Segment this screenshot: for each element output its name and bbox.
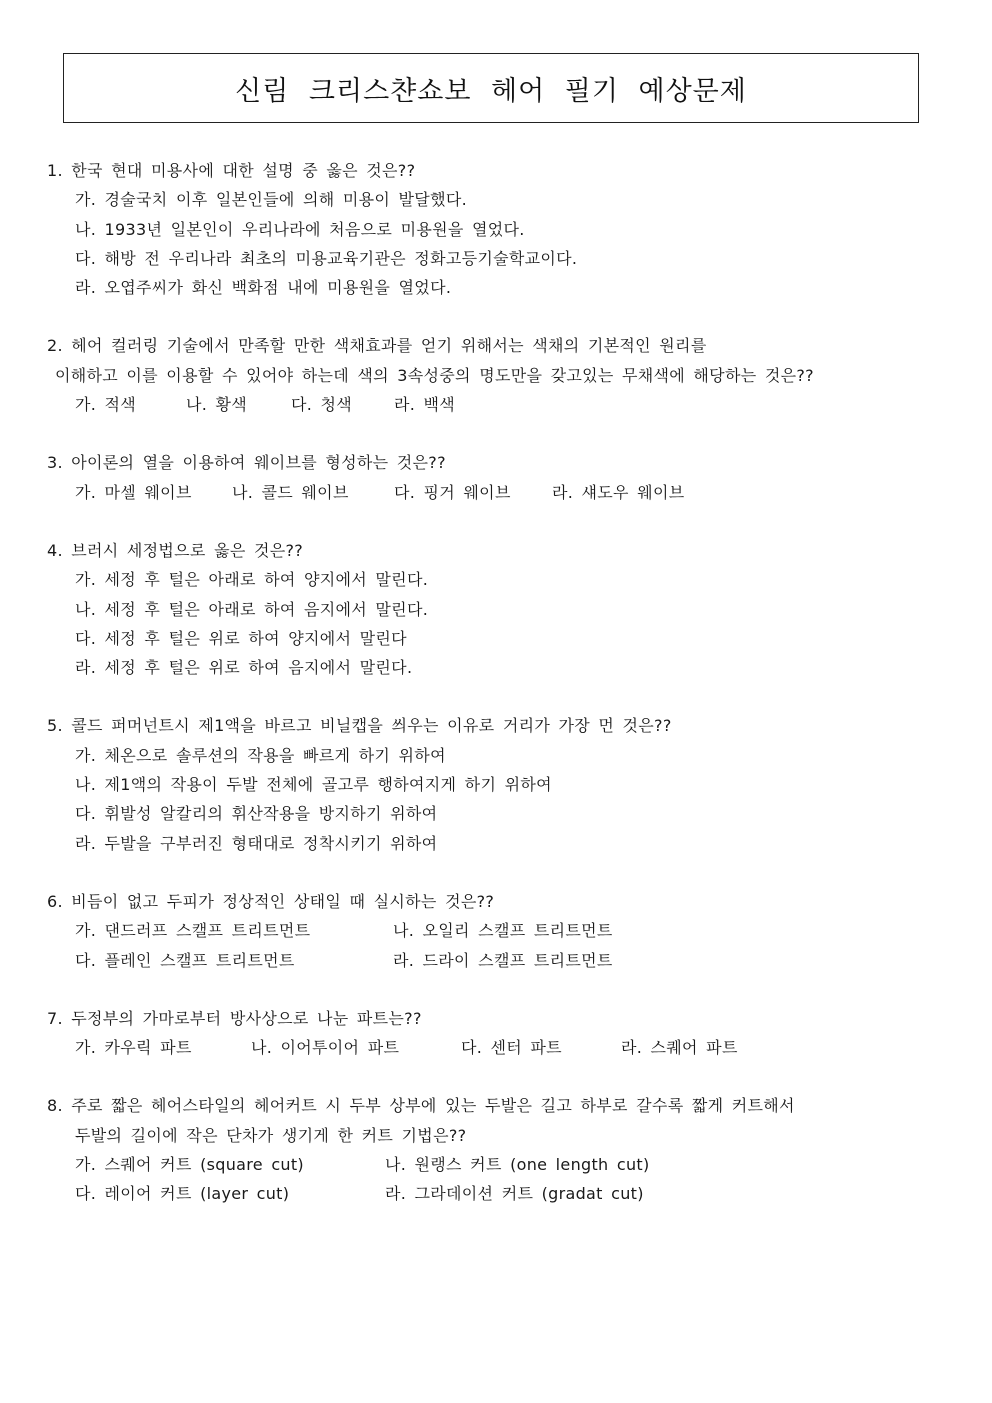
option-ra: 라. 섀도우 웨이브 [552,482,685,502]
option-da: 다. 세정 후 털은 위로 하여 양지에서 말린다 [75,628,407,648]
option-ga: 가. 세정 후 털은 아래로 하여 양지에서 말린다. [75,570,429,590]
option-da: 다. 휘발성 알칼리의 휘산작용을 방지하기 위하여 [75,804,438,824]
option-na: 나. 콜드 웨이브 [232,482,349,502]
question-stem: 7. 두정부의 가마로부터 방사상으로 나눈 파트는?? [47,1008,422,1028]
question-stem: 1. 한국 현대 미용사에 대한 설명 중 옳은 것은?? [47,161,416,180]
options-row [47,916,947,945]
option-na: 나. 제1액의 작용이 두발 전체에 골고루 행하여지게 하기 위하여 [75,775,552,795]
question-stem: 2. 헤어 컬러링 기술에서 만족할 만한 색채효과를 얻기 위해서는 색채의 기본적인 원리를 [47,336,707,356]
option-da: 다. 플레인 스캘프 트리트먼트 [75,950,295,970]
options-row [47,1033,947,1062]
title-box [63,53,919,123]
page-title: 신림 크리스챤쇼보 헤어 필기 예상문제 [235,75,747,107]
question-stem: 8. 주로 짧은 헤어스타일의 헤어커트 시 두부 상부에 있는 두발은 길고 하부로 갈수록 짧게 커트해서 [47,1096,795,1116]
question-6 [47,887,947,975]
option-ra: 라. 백색 [394,395,456,415]
option-na: 나. 세정 후 털은 아래로 하여 음지에서 말린다. [75,599,429,619]
option-na: 나. 1933년 일본인이 우리나라에 처음으로 미용원을 열었다. [75,219,525,239]
option-ga: 가. 댄드러프 스캘프 트리트먼트 [75,921,311,941]
option-ra: 라. 세정 후 털은 위로 하여 음지에서 말린다. [75,658,413,678]
question-1 [47,156,947,302]
option-ga: 가. 체온으로 솔루션의 작용을 빠르게 하기 위하여 [75,745,446,765]
option-ra: 라. 그라데이션 커트 (gradat cut) [385,1184,644,1204]
options-row [47,1150,947,1179]
option-ra: 라. 스퀘어 파트 [621,1038,738,1058]
option-da: 다. 센터 파트 [461,1038,562,1058]
question-2 [47,331,947,419]
options-row [47,1179,947,1208]
option-ga: 가. 적색 [75,395,137,415]
option-da: 다. 청색 [291,395,353,415]
option-na: 나. 이어투이어 파트 [251,1038,400,1058]
question-stem: 4. 브러시 세정법으로 옳은 것은?? [47,540,304,560]
option-ga: 가. 카우릭 파트 [75,1038,192,1058]
option-da: 다. 레이어 커트 (layer cut) [75,1184,290,1204]
option-na: 나. 오일리 스캘프 트리트먼트 [393,921,613,941]
option-ga: 가. 경술국치 이후 일본인들에 의해 미용이 발달했다. [75,190,467,210]
question-list [47,156,947,1238]
question-5 [47,711,947,857]
question-stem-cont: 두발의 길이에 작은 단차가 생기게 한 커트 기법은?? [75,1125,467,1145]
option-da: 다. 해방 전 우리나라 최초의 미용교육기관은 정화고등기술학교이다. [75,248,578,268]
option-ga: 가. 마셀 웨이브 [75,482,192,502]
question-stem: 5. 콜드 퍼머넌트시 제1액을 바르고 비닐캡을 씌우는 이유로 거리가 가장 먼 것은?? [47,716,672,736]
option-na: 나. 황색 [186,395,248,415]
option-ra: 라. 두발을 구부러진 형태대로 정착시키기 위하여 [75,833,438,853]
question-stem: 6. 비듬이 없고 두피가 정상적인 상태일 때 실시하는 것은?? [47,891,495,911]
question-3 [47,448,947,507]
question-stem-cont: 이해하고 이를 이용할 수 있어야 하는데 색의 3속성중의 명도만을 갖고있는 무채색에 해당하는 것은?? [55,365,814,385]
option-da: 다. 핑거 웨이브 [394,482,511,502]
option-ra: 라. 오엽주씨가 화신 백화점 내에 미용원을 열었다. [75,278,452,298]
question-stem: 3. 아이론의 열을 이용하여 웨이브를 형성하는 것은?? [47,453,446,473]
options-row [47,390,947,419]
option-ga: 가. 스퀘어 커트 (square cut) [75,1155,304,1175]
options-row [47,478,947,507]
option-na: 나. 원랭스 커트 (one length cut) [385,1155,650,1175]
options-row [47,946,947,975]
question-8 [47,1091,947,1208]
question-7 [47,1004,947,1063]
question-4 [47,536,947,682]
option-ra: 라. 드라이 스캘프 트리트먼트 [393,950,613,970]
